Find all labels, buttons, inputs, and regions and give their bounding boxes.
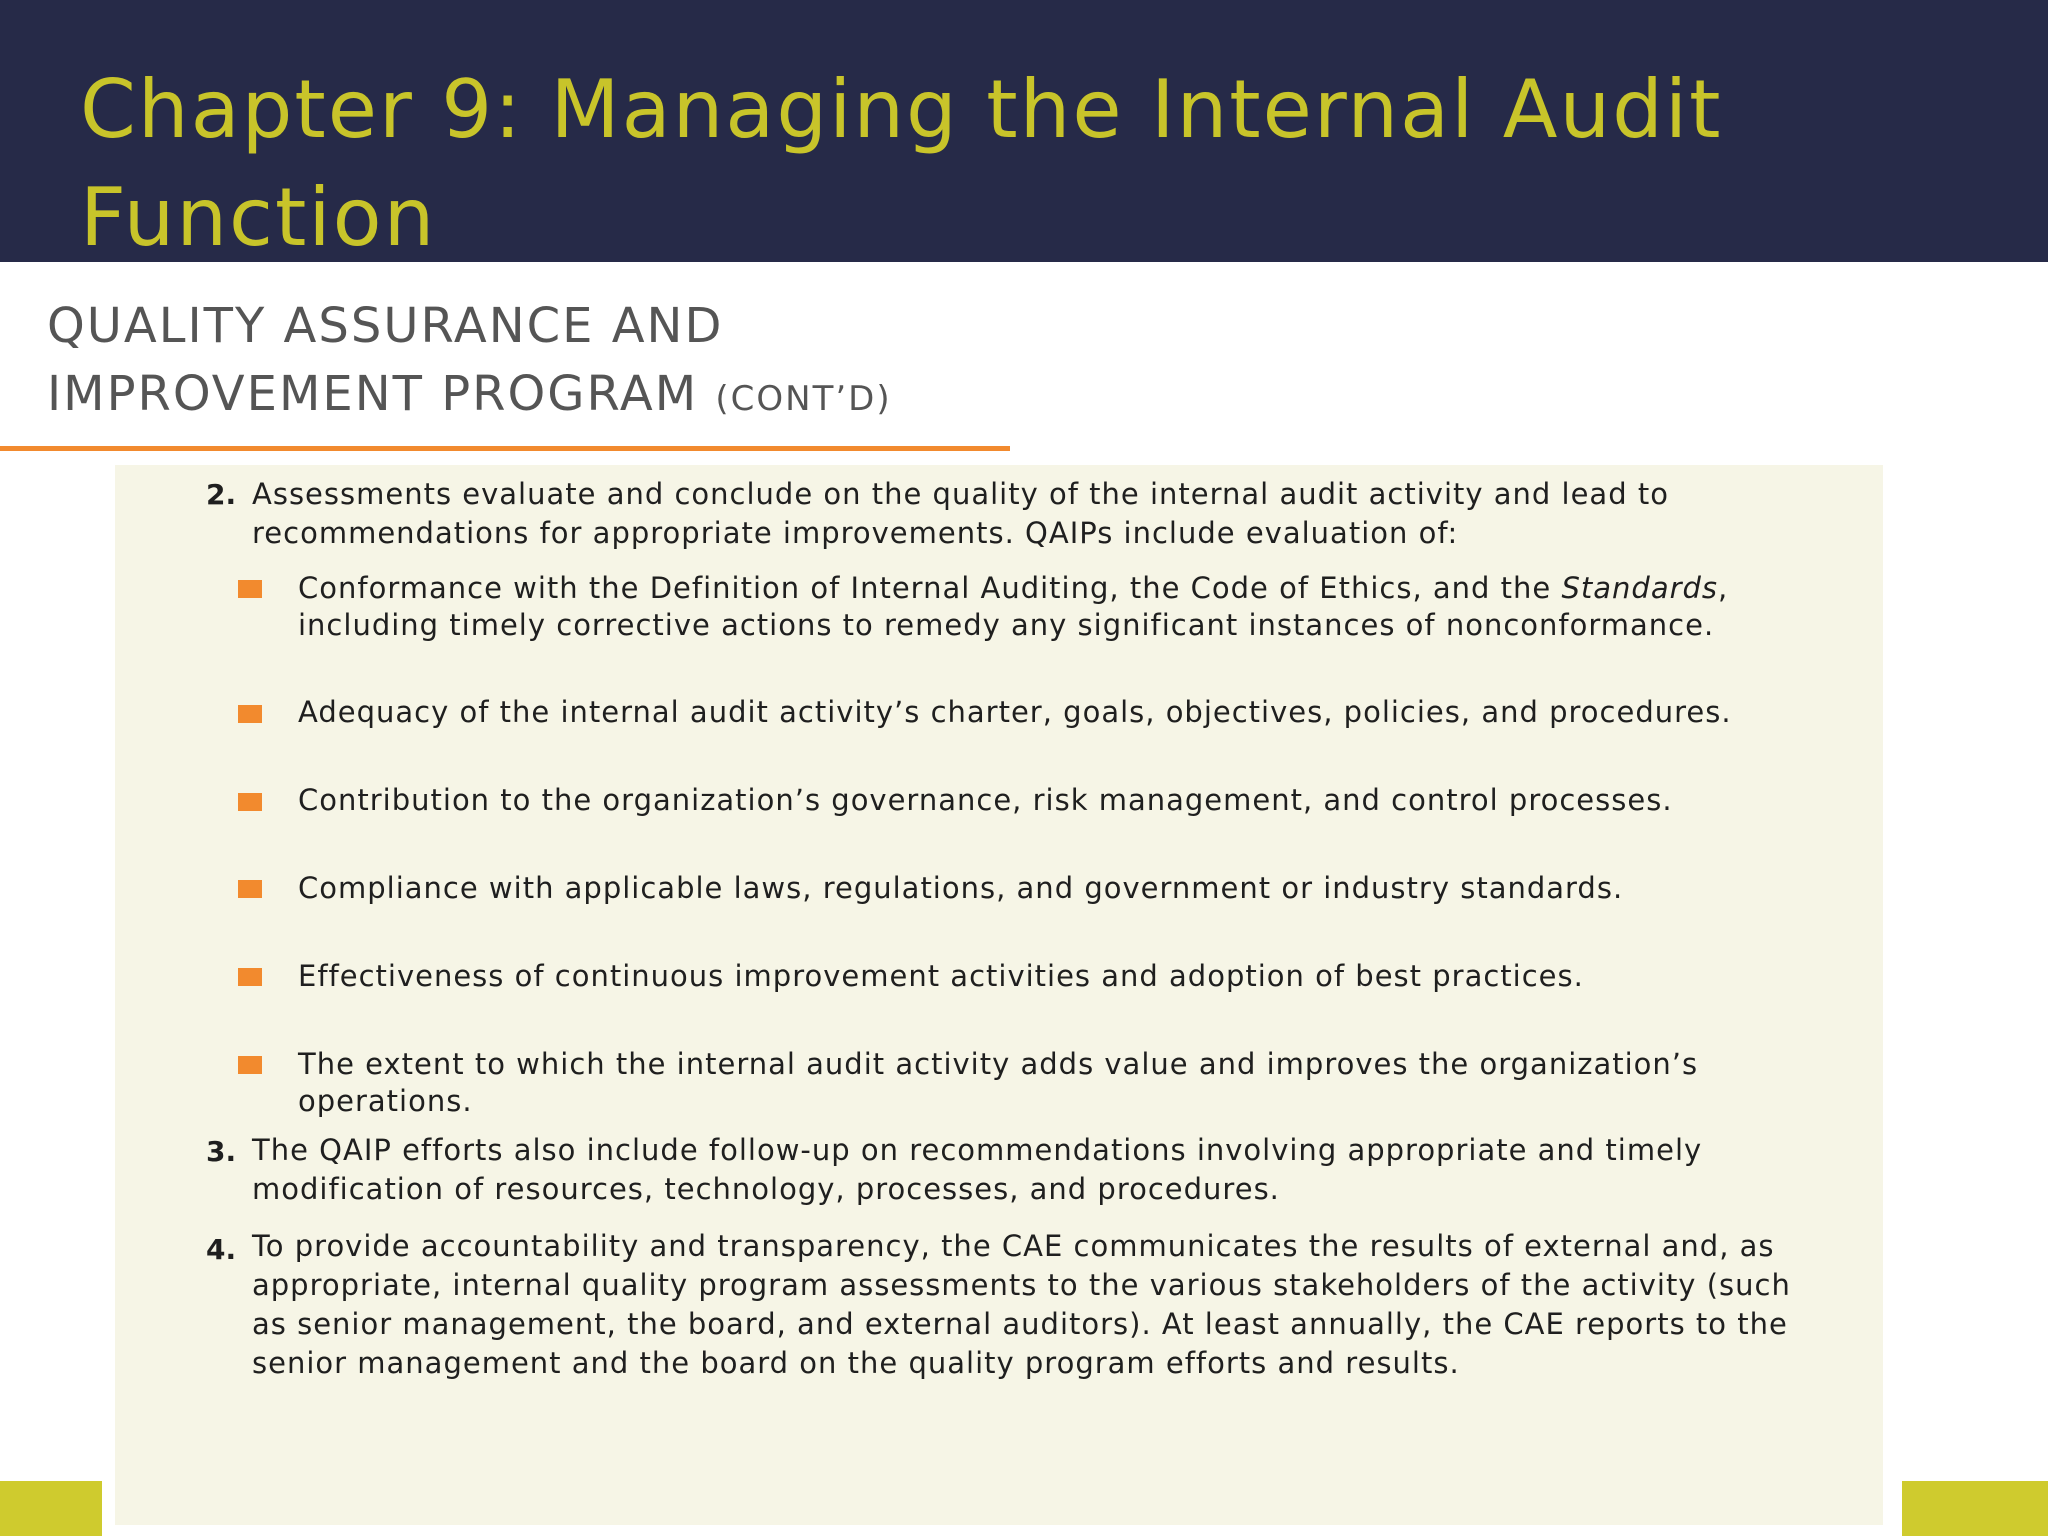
bullet-square-1 — [238, 580, 262, 598]
item-2-number: 2. — [206, 478, 237, 511]
item-3-number: 3. — [206, 1135, 237, 1168]
bullet-square-3 — [238, 793, 262, 811]
accent-bar-left — [0, 1481, 102, 1536]
bullet-square-4 — [238, 880, 262, 898]
item-3-text: The QAIP efforts also include follow-up on recommendations involving appropriate and timely modification of resources, technology, processes, and procedures. — [252, 1133, 1703, 1206]
orange-divider — [0, 446, 1010, 451]
item-4-number: 4. — [206, 1233, 237, 1266]
bullet-item-4: Compliance with applicable laws, regulations, and government or industry standards. — [298, 871, 1624, 905]
section-heading-text: QUALITY ASSURANCE AND IMPROVEMENT PROGRAM — [47, 298, 724, 422]
slide-title: Chapter 9: Managing the Internal Audit Function — [80, 63, 1723, 264]
accent-bar-right — [1902, 1481, 2048, 1536]
section-heading — [47, 292, 1047, 433]
bullet-item-6: The extent to which the internal audit activity adds value and improves the organization’s operations. — [298, 1047, 1699, 1118]
bullet-1-text-a: Conformance with the Definition of Internal Auditing, the Code of Ethics, and the — [298, 571, 1562, 605]
bullet-item-1 — [298, 570, 1748, 644]
bullet-square-2 — [238, 705, 262, 723]
bullet-1-text-italic: Standards — [1561, 571, 1719, 605]
item-2-text: Assessments evaluate and conclude on the quality of the internal audit activity and lead to recommendations for appropriate improvements. QAIPs include evaluation of: — [252, 477, 1669, 550]
item-4-text: To provide accountability and transparency, the CAE communicates the results of external and, as appropriate, internal quality program assessments to the various stakeholders of the activity (such as senior management, the board, and external auditors). At least annually, the CAE reports to the senior management and the board on the quality program efforts and results. — [252, 1229, 1791, 1380]
section-heading-suffix: (CONT’D) — [715, 379, 892, 419]
bullet-item-3: Contribution to the organization’s governance, risk management, and control processes. — [298, 783, 1673, 817]
bullet-1-text-b: , including timely corrective actions to remedy any significant instances of nonconformance. — [298, 571, 1729, 642]
bullet-item-5: Effectiveness of continuous improvement activities and adoption of best practices. — [298, 959, 1584, 993]
bullet-square-5 — [238, 968, 262, 986]
bullet-square-6 — [238, 1056, 262, 1074]
bullet-item-2: Adequacy of the internal audit activity’s charter, goals, objectives, policies, and procedures. — [298, 695, 1732, 729]
